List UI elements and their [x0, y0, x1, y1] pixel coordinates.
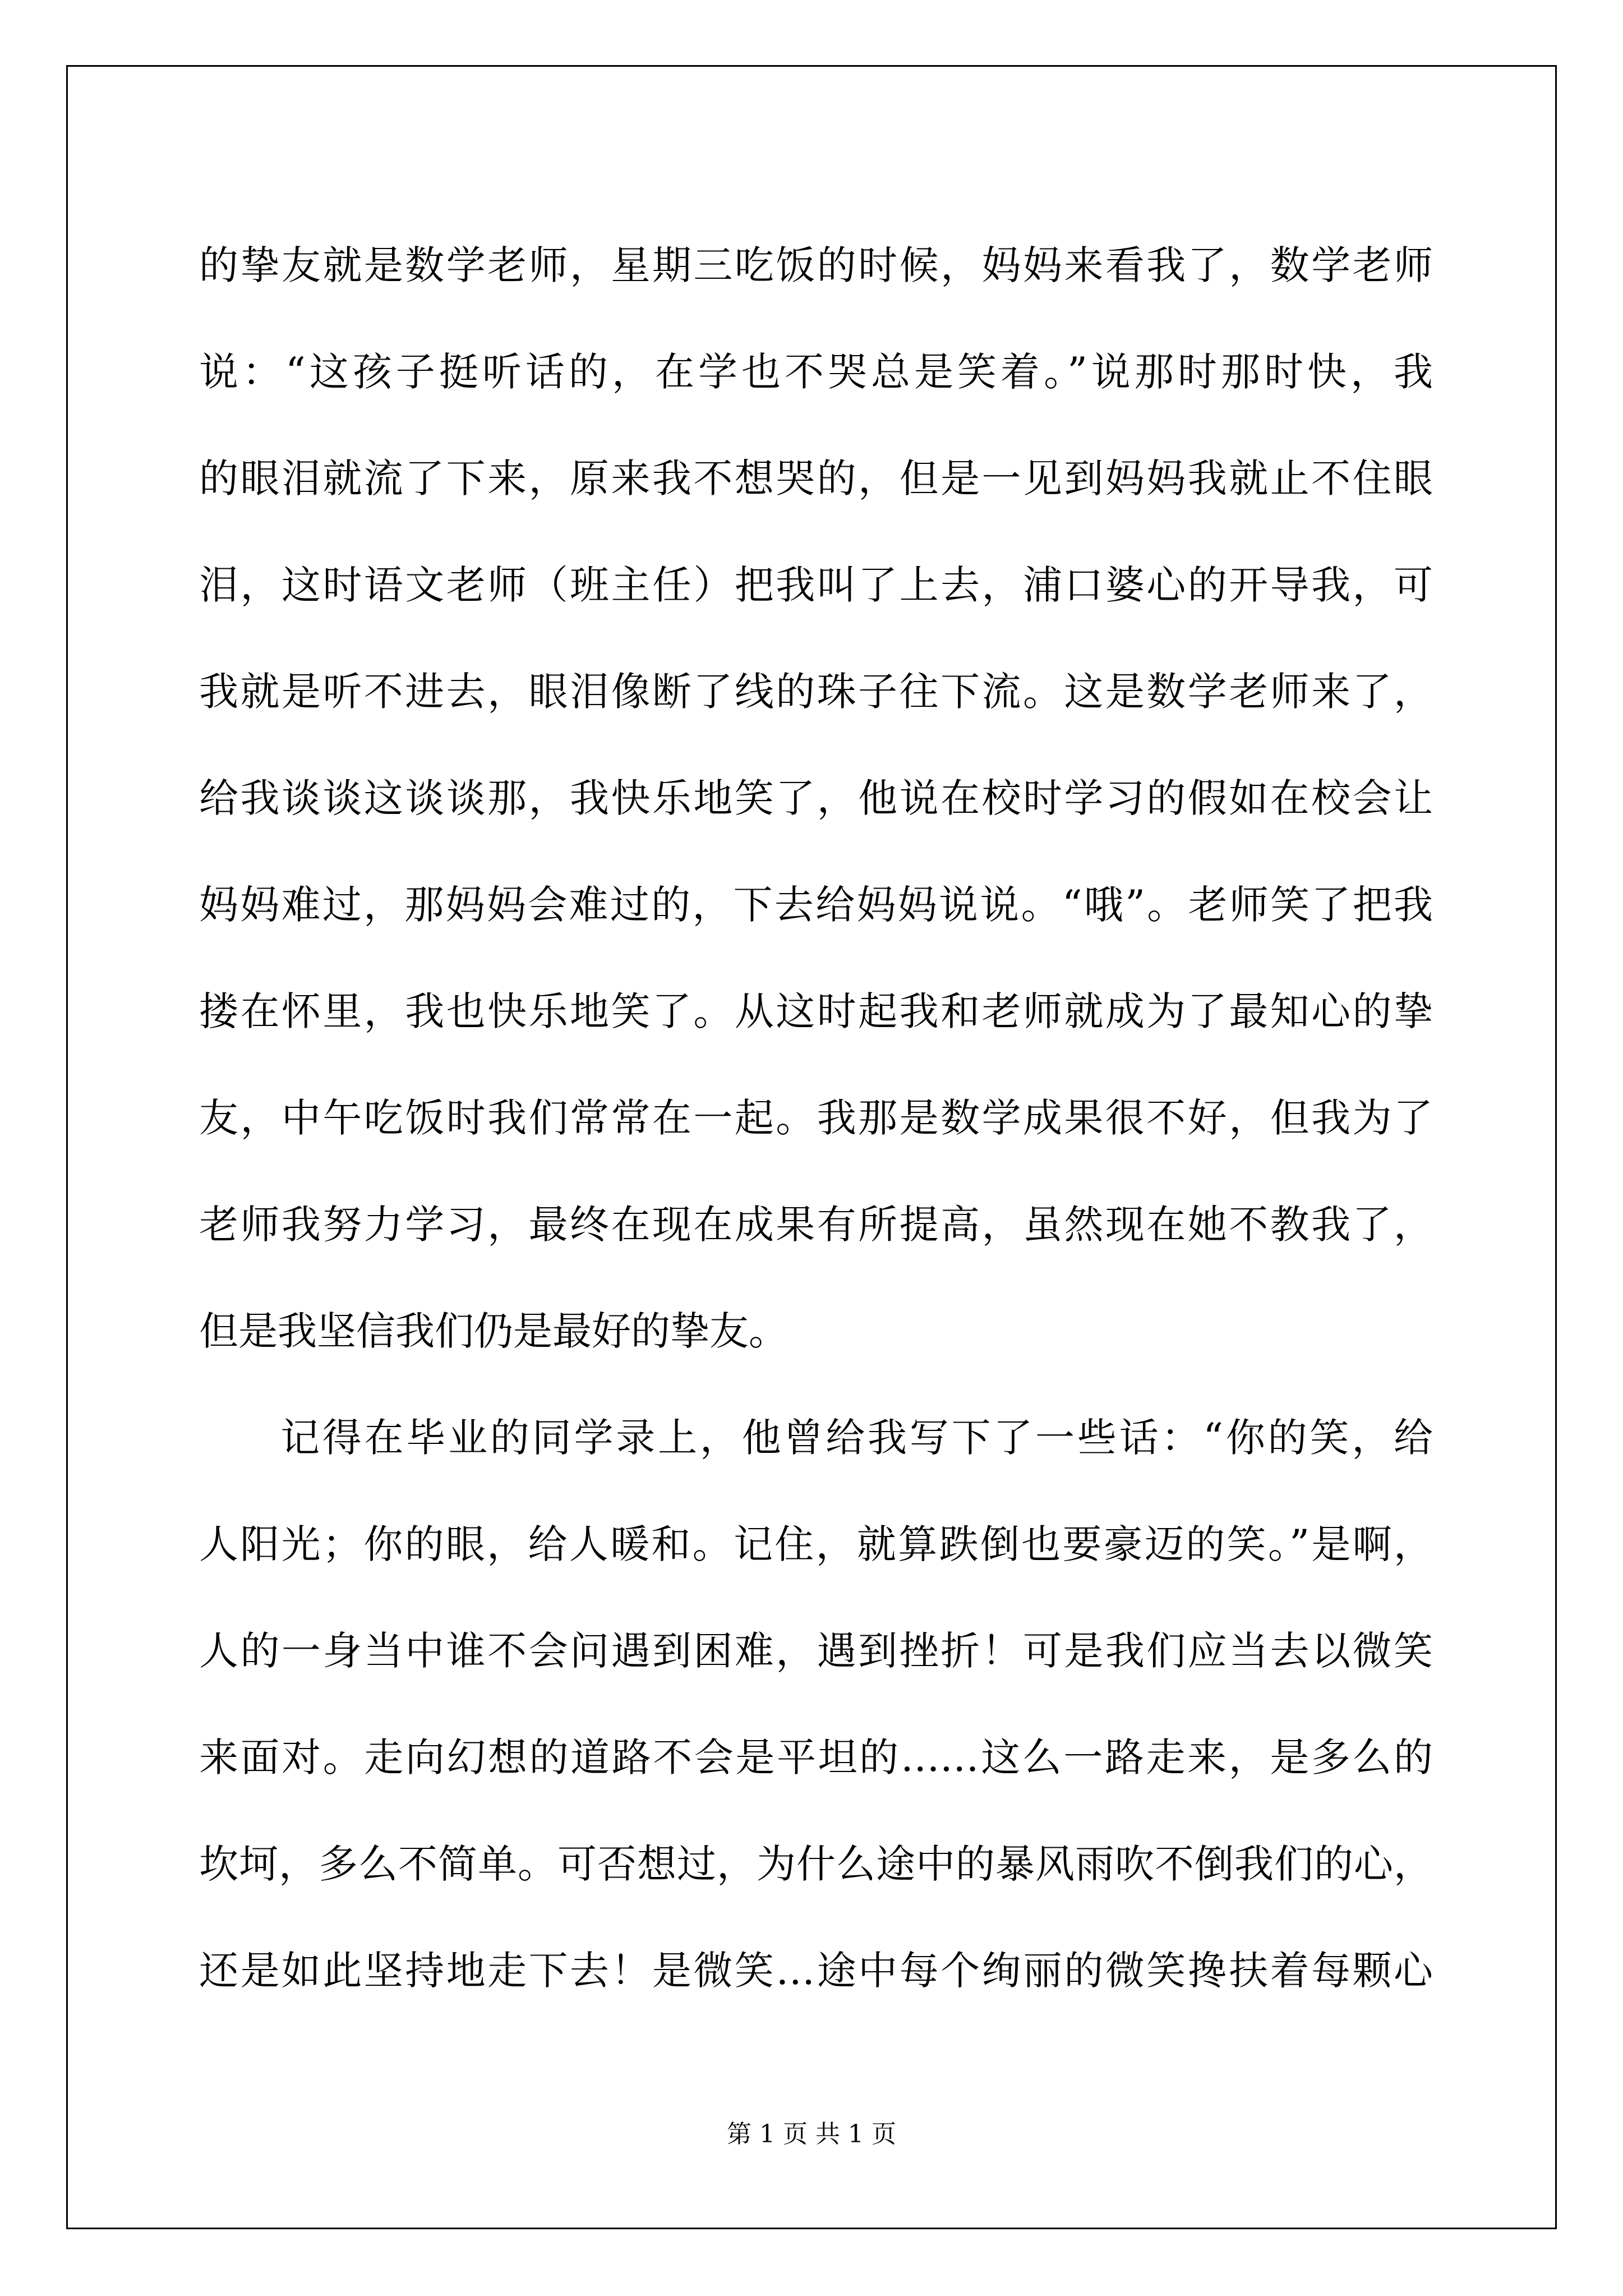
page-number-footer: 第 1 页 共 1 页 — [727, 2120, 896, 2148]
paragraph-start-line: 记得在毕业的同学录上，他曾给我写下了一些话：“你的笑，给 — [280, 1415, 1433, 1461]
text-line: 搂在怀里，我也快乐地笑了。从这时起我和老师就成为了最知心的挚 — [199, 988, 1433, 1034]
text-line: 人的一身当中谁不会问遇到困难，遇到挫折！可是我们应当去以微笑 — [199, 1628, 1433, 1674]
text-line: 的挚友就是数学老师，星期三吃饭的时候，妈妈来看我了，数学老师 — [199, 242, 1433, 288]
text-line: 坎坷，多么不简单。可否想过，为什么途中的暴风雨吹不倒我们的心， — [199, 1841, 1433, 1887]
text-line: 的眼泪就流了下来，原来我不想哭的，但是一见到妈妈我就止不住眼 — [199, 455, 1433, 501]
text-line: 我就是听不进去，眼泪像断了线的珠子往下流。这是数学老师来了， — [199, 669, 1433, 715]
paragraph-end-line: 但是我坚信我们仍是最好的挚友。 — [199, 1308, 788, 1354]
text-line: 妈妈难过，那妈妈会难过的，下去给妈妈说说。“哦”。老师笑了把我 — [199, 882, 1433, 928]
text-line: 友，中午吃饭时我们常常在一起。我那是数学成果很不好，但我为了 — [199, 1095, 1433, 1141]
text-line: 老师我努力学习，最终在现在成果有所提高，虽然现在她不教我了， — [199, 1202, 1433, 1248]
text-line: 说：“这孩子挺听话的，在学也不哭总是笑着。”说那时那时快，我 — [199, 349, 1433, 395]
text-line: 人阳光；你的眼，给人暖和。记住，就算跌倒也要豪迈的笑。”是啊， — [199, 1521, 1433, 1567]
document-body — [199, 212, 1433, 2024]
text-line: 来面对。走向幻想的道路不会是平坦的……这么一路走来，是多么的 — [199, 1734, 1433, 1780]
text-line: 还是如此坚持地走下去！是微笑…途中每个绚丽的微笑搀扶着每颗心 — [199, 1948, 1433, 1994]
text-line: 给我谈谈这谈谈那，我快乐地笑了，他说在校时学习的假如在校会让 — [199, 775, 1433, 821]
text-line: 泪，这时语文老师（班主任）把我叫了上去，浦口婆心的开导我，可 — [199, 562, 1433, 608]
